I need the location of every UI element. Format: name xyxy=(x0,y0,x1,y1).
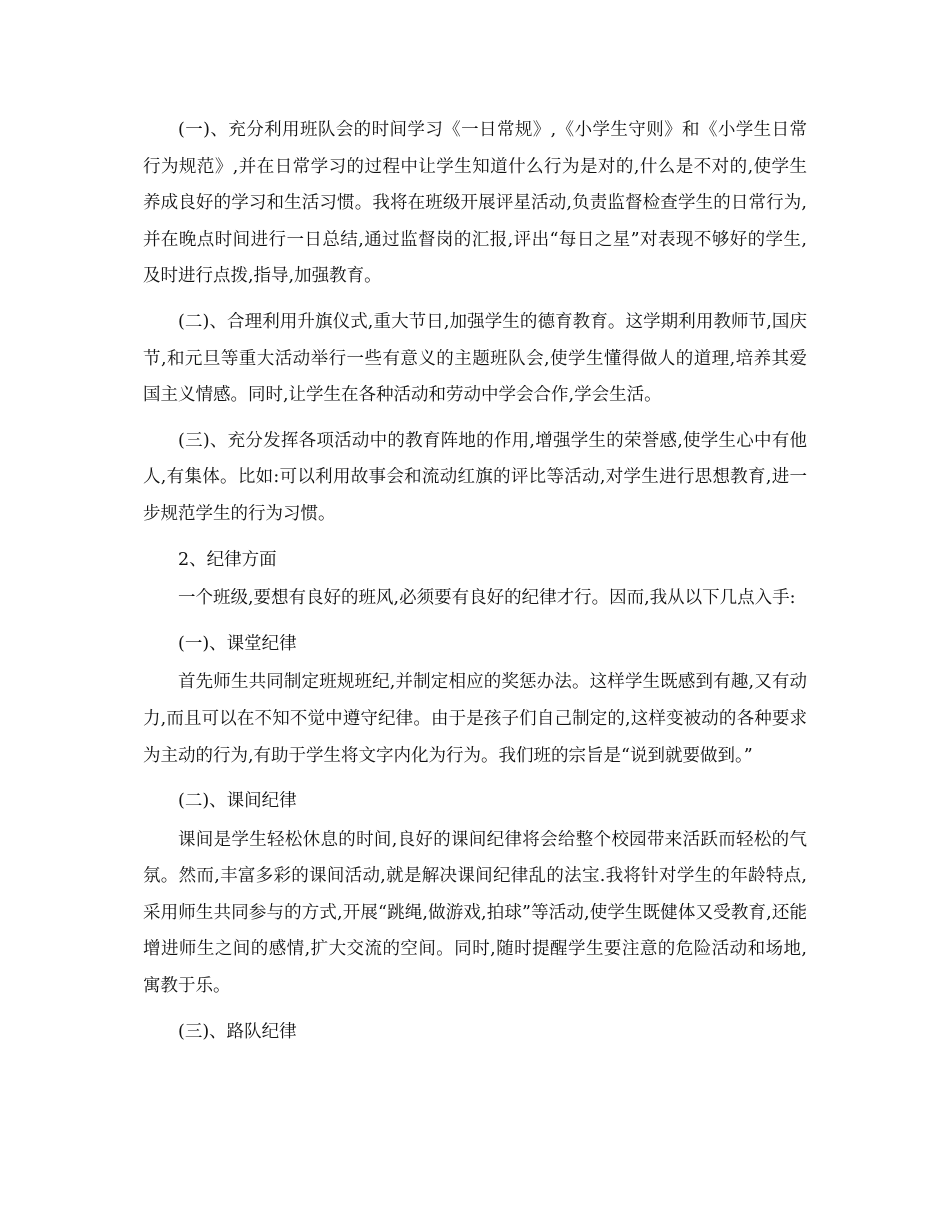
subheading-line-discipline: (三)、路队纪律 xyxy=(178,1021,297,1042)
paragraph-activities: (三)、充分发挥各项活动中的教育阵地的作用,增强学生的荣誉感,使学生心中有他人,有集体。比如:可以利用故事会和流动红旗的评比等活动,对学生进行思想教育,进一步规范学生的行为习惯。 xyxy=(143,430,807,524)
section-heading-discipline: 2、纪律方面 xyxy=(178,549,277,570)
paragraph-discipline-intro: 一个班级,要想有良好的班风,必须要有良好的纪律才行。因而,我从以下几点入手: xyxy=(178,588,796,609)
paragraph-classroom-discipline: 首先师生共同制定班规班纪,并制定相应的奖惩办法。这样学生既感到有趣,又有动力,而且可以在不知不觉中遵守纪律。由于是孩子们自己制定的,这样变被动的各种要求为主动的行为,有助于学生将文字内化为行为。我们班的宗旨是“说到就要做到。” xyxy=(143,672,807,766)
paragraph-flag-ceremony: (二)、合理利用升旗仪式,重大节日,加强学生的德育教育。这学期利用教师节,国庆节,和元旦等重大活动举行一些有意义的主题班队会,使学生懂得做人的道理,培养其爱国主义情感。同时,让学生在各种活动和劳动中学会合作,学会生活。 xyxy=(143,311,807,406)
subheading-break-discipline: (二)、课间纪律 xyxy=(178,791,297,812)
paragraph-daily-rules: (一)、充分利用班队会的时间学习《一日常规》,《小学生守则》和《小学生日常行为规范》,并在日常学习的过程中让学生知道什么行为是对的,什么是不对的,使学生养成良好的学习和生活习惯。我将在班级开展评星活动,负责监督检查学生的日常行为,并在晚点时间进行一日总结,通过监督岗的汇报,评出“每日之星”对表现不够好的学生,及时进行点拨,指导,加强教育。 xyxy=(143,120,807,287)
subheading-classroom-discipline: (一)、课堂纪律 xyxy=(178,633,297,654)
document-body xyxy=(143,112,807,1050)
paragraph-break-discipline: 课间是学生轻松休息的时间,良好的课间纪律将会给整个校园带来活跃而轻松的气氛。然而,丰富多彩的课间活动,就是解决课间纪律乱的法宝.我将针对学生的年龄特点,采用师生共同参与的方式,开展“跳绳,做游戏,拍球”等活动,使学生既健体又受教育,还能增进师生之间的感情,扩大交流的空间。同时,随时提醒学生要注意的危险活动和场地,寓教于乐。 xyxy=(143,829,807,997)
